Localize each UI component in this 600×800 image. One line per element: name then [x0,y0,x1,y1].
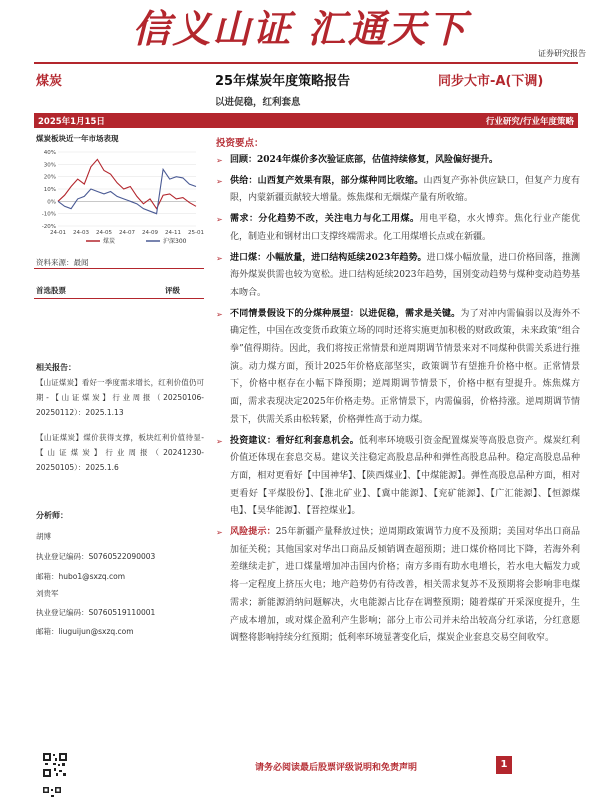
market-performance-chart [36,148,204,248]
svg-text:信义山证 汇通天下: 信义山证 汇通天下 [132,7,468,51]
highlight-lead: 供给：山西复产效果有限，部分煤种同比收缩。 [230,175,424,186]
x-tick-label: 24-07 [119,230,135,236]
qr-code-icon [42,786,62,800]
sector-name: 煤炭 [36,74,63,89]
highlight-outlook [216,306,580,430]
report-date: 2025年1月15日 [38,117,105,127]
arrow-bullet-icon: ➢ [216,436,223,446]
highlight-lead: 需求：分化趋势不改，关注电力与化工用煤。 [230,214,420,225]
y-tick-label: 40% [43,150,56,156]
related-report-link[interactable]: 【山证煤炭】煤价获得支撑，板块红利价值待显-【山证煤炭】行业周报（20241230-20250105）：2025.1.6 [36,433,204,472]
highlight-review [216,152,580,170]
dept-label: 证券研究报告 [538,49,586,58]
arrow-bullet-icon: ➢ [216,156,223,165]
divider [34,268,204,269]
highlight-recommendation [216,433,580,522]
highlight-lead: 不同情景假设下的分煤种展望：以进促稳，需求是关键。 [230,308,461,319]
x-tick-label: 24-05 [96,230,112,236]
highlight-body: 进口煤小幅放量，进口价格回落，推测海外煤炭供需也较为宽松。进口结构延续2023年趋势，国别变动趋势与煤种变动趋势基本吻合。 [230,252,580,298]
analysts-heading: 分析师： [36,511,68,520]
disclaimer-note: 请务必阅读最后股票评级说明和免责声明 [255,763,418,773]
highlight-imports [216,250,580,303]
report-subtitle: 以进促稳，红利套息 [215,97,301,108]
y-tick-label: 0% [47,199,56,206]
analyst-email[interactable]: 邮箱：hubo1@sxzq.com [36,572,126,581]
report-title: 25年煤炭年度策略报告 [215,74,351,89]
related-report-link[interactable]: 【山证煤炭】看好一季度需求增长，红利价值仍可期-【山证煤炭】行业周报（20250106-20250112）：2025.1.13 [36,378,204,417]
investment-highlights [216,135,580,648]
highlight-lead: 进口煤：小幅放量，进口结构延续2023年趋势。 [230,252,427,263]
analyst-cert: 执业登记编码：S0760522090003 [36,552,156,561]
legend-label: 煤炭 [103,238,116,245]
x-tick-label: 24-01 [50,230,66,236]
highlight-lead: 回顾：2024年煤价多次验证底部，估值持续修复，风险偏好提升。 [230,155,499,165]
series-line-1 [58,169,196,213]
highlight-lead: 投资建议：看好红利套息机会。 [230,435,360,446]
highlight-demand [216,211,580,246]
arrow-bullet-icon: ➢ [216,528,223,538]
qr-code-icon [42,752,68,778]
rating-column-heading: 评级 [165,286,180,295]
arrow-bullet-icon: ➢ [216,176,223,186]
x-tick-label: 24-11 [165,230,181,236]
rating-headline: 同步大市-A(下调) [438,74,544,89]
company-logo [132,0,468,58]
x-tick-label: 24-03 [73,230,89,236]
highlight-body: 25年新疆产量释放过快；逆周期政策调节力度不及预期；美国对华出口商品加征关税；其他国家对华出口商品反倾销调查超预期；进口煤价格同比下降，若海外利差继续走扩，进口煤量增加冲击国内价格；南方多雨有助水电增长，若水电大幅发力或将一定程度上挤压火电；地产趋势仍有待改善，相关需求复苏不及预期将会影响非电煤需求；新能源消纳问题解决，火电能源占比存在调整预期；随着煤矿开采深度提升，生产成本增加，或对煤企盈利产生影响；部分上市公司并未给出较高分红承诺，分红意愿调整将影响持续分红预期；低利率环境显著变化后，煤炭企业套息交易空间收窄。 [230,527,580,644]
highlight-body: 为了对冲内需偏弱以及海外不确定性，中国在改变货币政策立场的同时还将实施更加积极的财政政策，未来政策“组合拳”值得期待。因此，我们将按正常情景和逆周期调节情景来对不同煤种供需关系进行推演。动力煤方面，预计2025年价格底部坚实，政策调节有望推升价格中枢。正常情景下，价格中枢存在小幅下降预期；逆周期调节情景下，价格中枢有望提升。炼焦煤方面，需求表现决定2025年价格走势。正常情景下，内需偏弱，价格持涨。逆周期调节情景下，供需关系由松转紧，价格弹性高于动力煤。 [230,308,580,425]
chart-source: 资料来源：最闻 [36,258,89,267]
y-tick-label: 30% [43,162,56,169]
analyst-name: 刘贵军 [36,589,59,598]
y-tick-label: 20% [43,174,56,181]
arrow-bullet-icon: ➢ [216,253,223,263]
preferred-stocks-heading: 首选股票 [36,286,66,295]
highlight-body: 低利率环境吸引资金配置煤炭等高股息资产。煤炭红利价值还体现在套息交易。建议关注稳定高股息品种和弹性高股息品种。稳定高股息品种方面，相对更看好【中国神华】、【陕西煤业】、【中煤能源】。弹性高股息品种方面，相对更看好【平煤股份】、【淮北矿业】、【冀中能源】、【兖矿能源】、【广汇能源】、【恒源煤电】、【昊华能源】、【晋控煤业】。 [230,435,580,517]
arrow-bullet-icon: ➢ [216,309,223,319]
x-tick-label: 25-01 [188,230,204,236]
y-tick-label: 10% [43,187,56,193]
analyst-cert: 执业登记编码：S0760519110001 [36,608,156,617]
report-type: 行业研究/行业年度策略 [485,117,574,127]
legend-label: 沪深300 [163,238,187,245]
divider [34,298,204,299]
analyst-email[interactable]: 邮箱：liuguijun@sxzq.com [36,627,134,636]
highlight-body: 用电平稳，水火博弈。焦化行业产能优化，制造业和钢材出口支撑终端需求。化工用煤增长点或在新疆。 [230,214,580,242]
highlight-supply [216,173,580,208]
page-number: 1 [496,756,512,774]
highlight-risks [216,524,580,648]
y-tick-label: -10% [41,211,56,218]
highlight-body: 山西复产弥补供应缺口，但复产力度有限，内蒙新疆贡献较大增量。炼焦煤和无烟煤产量有所收缩。 [230,175,580,204]
analyst-name: 胡博 [36,532,51,541]
y-tick-label: -20% [41,224,56,230]
highlight-lead: 风险提示： [230,527,276,538]
x-tick-label: 24-09 [142,230,158,236]
highlights-heading: 投资要点： [216,138,264,149]
arrow-bullet-icon: ➢ [216,215,223,225]
header-divider [34,62,578,64]
chart-title: 煤炭板块近一年市场表现 [36,134,119,143]
related-reports-heading: 相关报告： [36,363,76,372]
